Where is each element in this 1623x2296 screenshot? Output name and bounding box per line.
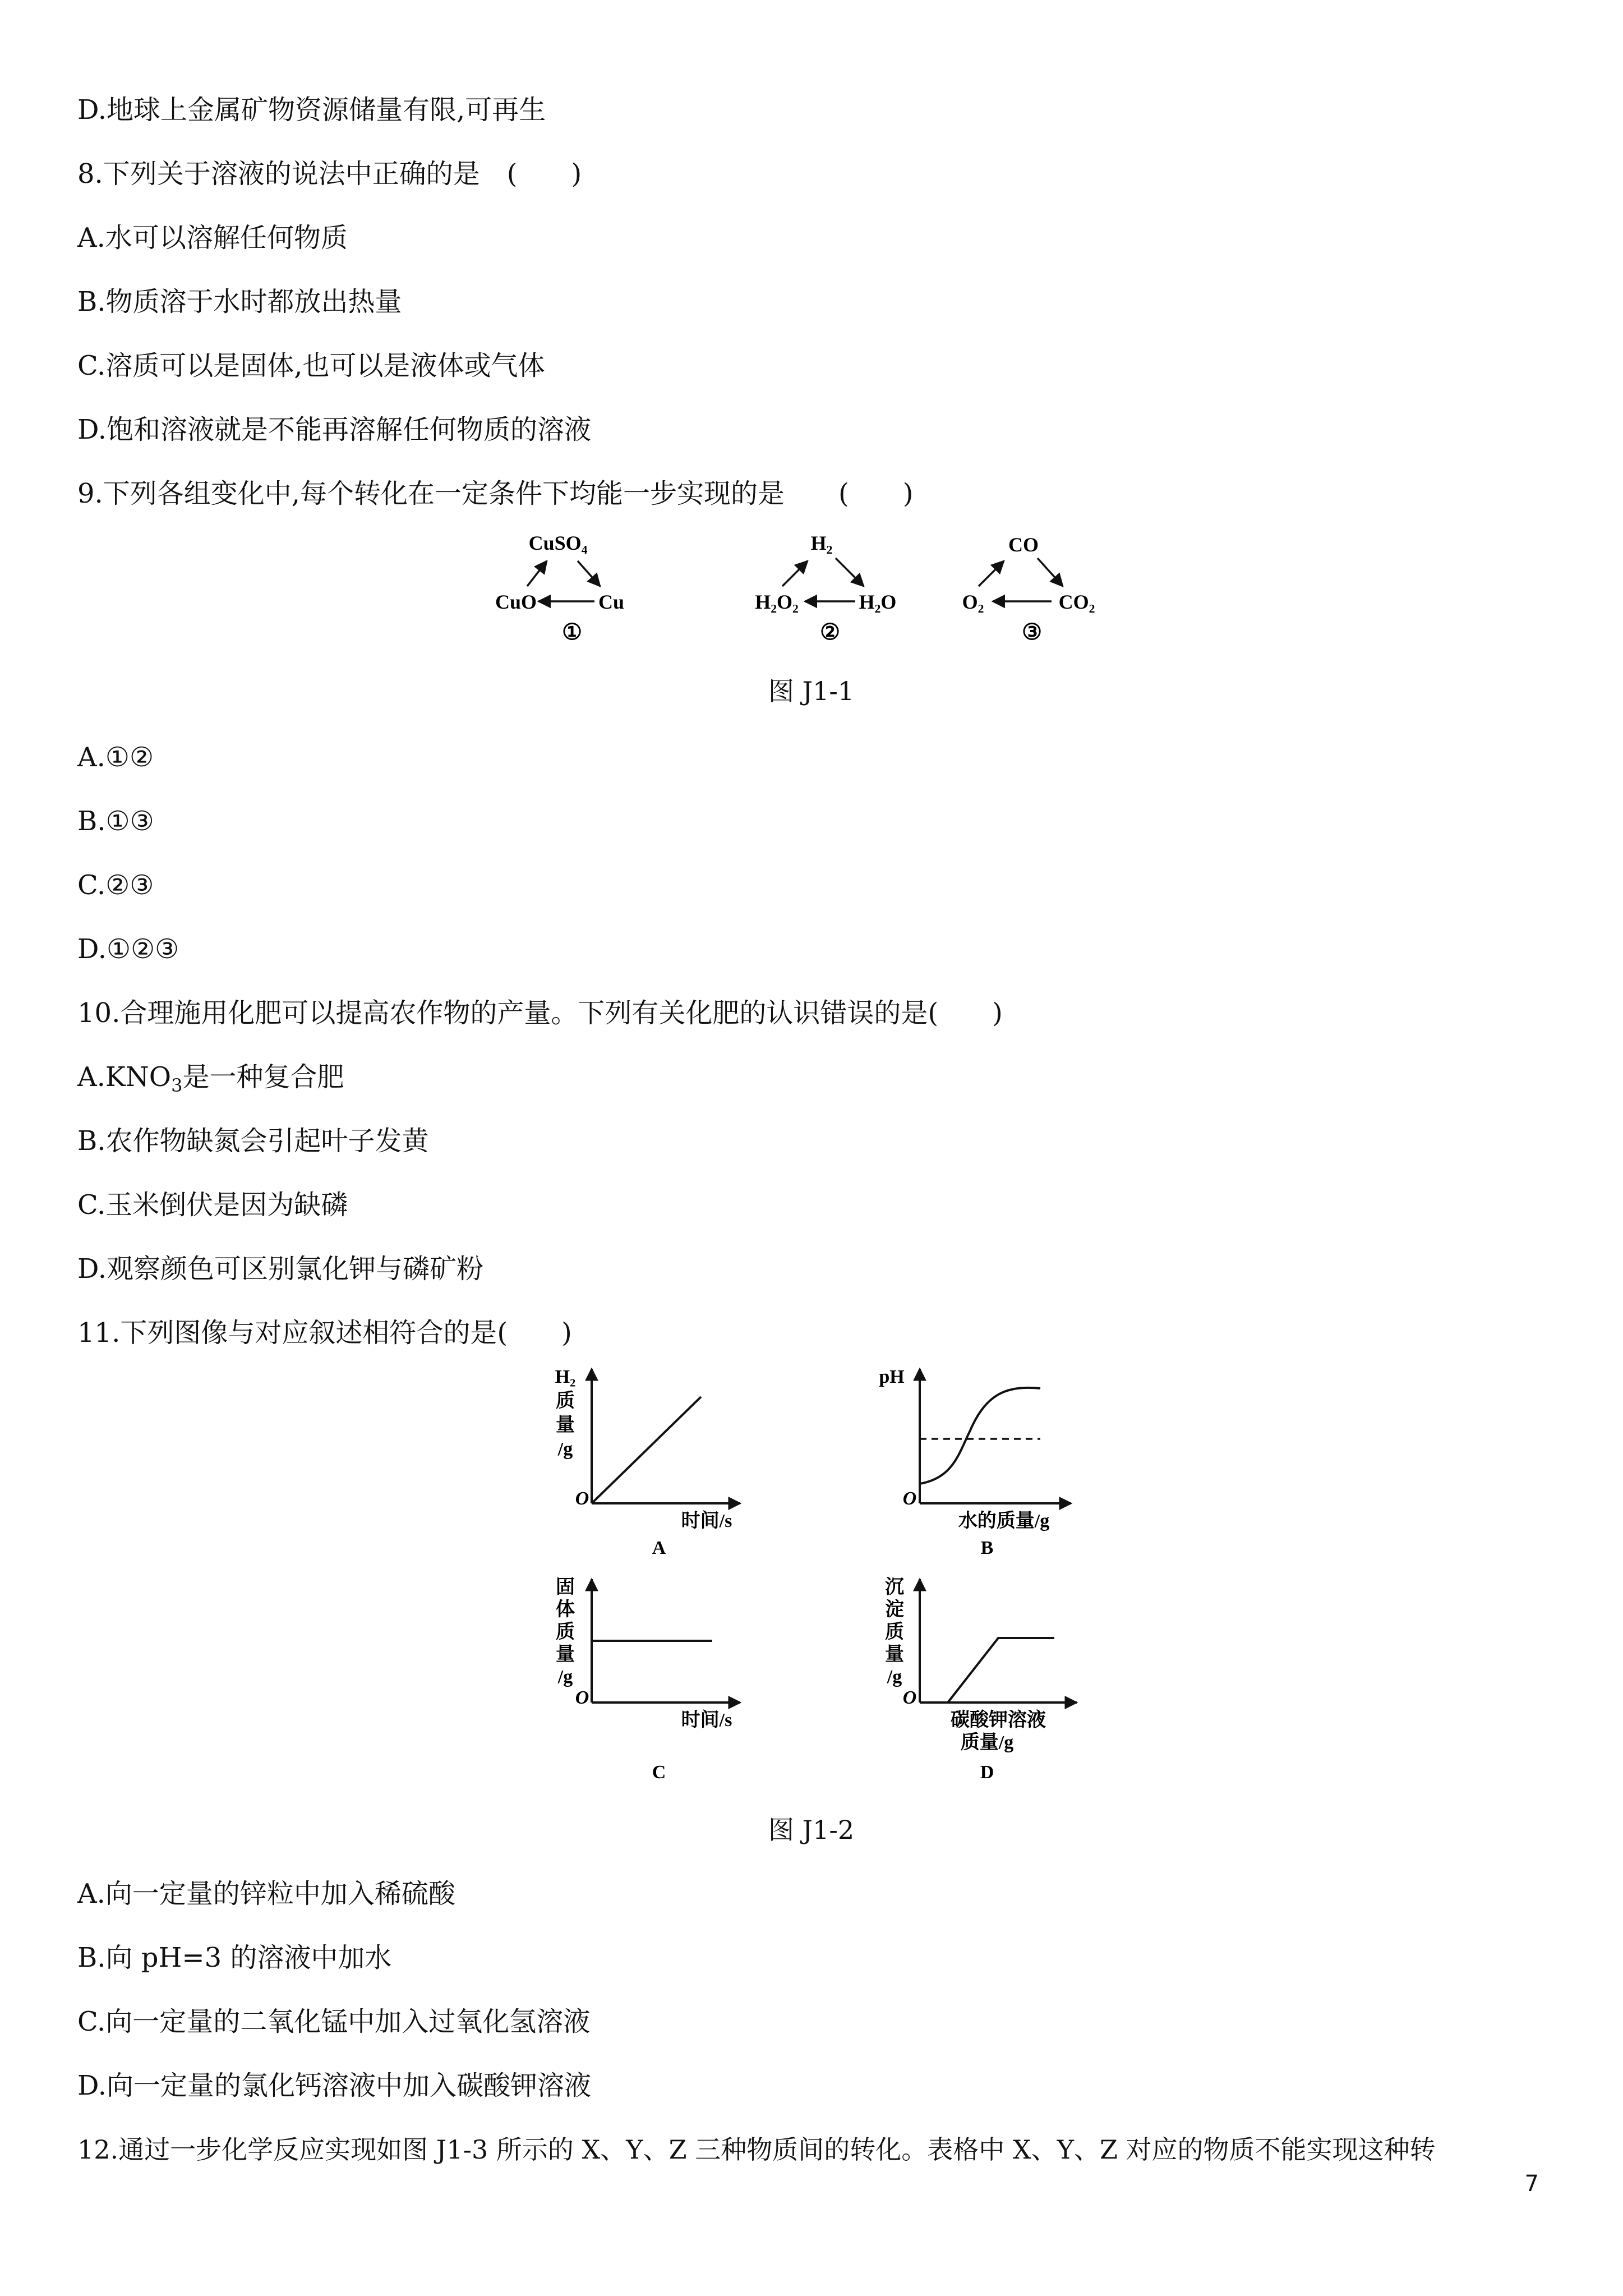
- q10-option-a-suffix: 是一种复合肥: [182, 1061, 344, 1093]
- graph-b-origin: O: [902, 1488, 917, 1509]
- cycle-2-left: H₂O₂: [755, 591, 799, 613]
- q8-option-a: A.水可以溶解任何物质: [77, 222, 348, 254]
- q11-stem: 11.下列图像与对应叙述相符合的是( ): [77, 1317, 572, 1349]
- q9-option-c: C.②③: [77, 869, 154, 901]
- q10-option-b: B.农作物缺氮会引起叶子发黄: [77, 1125, 429, 1157]
- graph-c-origin: O: [575, 1687, 589, 1708]
- q11-option-b: B.向 pH=3 的溶液中加水: [77, 1942, 392, 1973]
- q10-option-d: D.观察颜色可区别氯化钾与磷矿粉: [77, 1253, 484, 1285]
- q9-option-b: B.①③: [77, 806, 154, 837]
- graph-c-y-label-3: 质: [556, 1622, 575, 1642]
- graph-d-curve: [948, 1638, 1054, 1703]
- q12-stem: 12.通过一步化学反应实现如图 J1-3 所示的 X、Y、Z 三种物质间的转化。表格中 X、Y、Z 对应的物质不能实现这种转: [77, 2134, 1436, 2165]
- graph-a-y-label-2: 质: [556, 1391, 575, 1411]
- q10-option-a: [77, 1060, 344, 1102]
- cycle-3-left: O₂: [962, 591, 984, 613]
- graph-b-letter: B: [980, 1538, 994, 1558]
- graph-a-y-label-3: 量: [556, 1415, 575, 1435]
- graph-b-y-label: pH: [879, 1366, 905, 1387]
- graph-c-y-label-5: /g: [557, 1667, 573, 1687]
- cycle-3: [962, 533, 1095, 645]
- graph-c-y-label-1: 固: [556, 1577, 575, 1598]
- graph-b-curve: [920, 1388, 1040, 1484]
- cycle-2-right: H₂O: [859, 591, 897, 613]
- figure-j1-1: [495, 524, 1122, 659]
- cycle-3-number: ③: [1022, 619, 1042, 645]
- graph-a: [555, 1366, 740, 1558]
- q9-stem: 9.下列各组变化中,每个转化在一定条件下均能一步实现的是 ( ): [77, 478, 914, 509]
- graph-a-origin: O: [575, 1488, 589, 1509]
- cycle-1-top: CuSO₄: [528, 532, 588, 554]
- q8-option-b: B.物质溶于水时都放出热量: [77, 286, 402, 318]
- graph-a-x-label: 时间/s: [681, 1511, 732, 1531]
- graph-a-letter: A: [652, 1538, 666, 1558]
- graph-c: [556, 1576, 740, 1783]
- graph-d-letter: D: [980, 1762, 994, 1783]
- figure-j1-2-caption: 图 J1-2: [768, 1815, 855, 1845]
- q10-option-a-subscript: 3: [171, 1075, 183, 1096]
- page-number: 7: [1524, 2171, 1539, 2197]
- graph-c-x-label: 时间/s: [681, 1710, 732, 1731]
- graph-d-origin: O: [902, 1687, 917, 1708]
- cycle-3-right: CO₂: [1058, 591, 1095, 613]
- cycle-2: [755, 532, 896, 645]
- q10-option-c: C.玉米倒伏是因为缺磷: [77, 1189, 348, 1221]
- graph-d-x-label-2: 质量/g: [960, 1732, 1014, 1753]
- graph-d-y-label-5: /g: [887, 1667, 902, 1687]
- graph-d-x-label-1: 碳酸钾溶液: [951, 1710, 1046, 1731]
- q9-option-a: A.①②: [77, 742, 154, 773]
- q11-option-a: A.向一定量的锌粒中加入稀硫酸: [77, 1878, 455, 1910]
- q7-option-d: D.地球上金属矿物资源储量有限,可再生: [77, 94, 546, 126]
- graph-b: [879, 1366, 1071, 1558]
- graph-c-y-label-2: 体: [556, 1599, 575, 1620]
- figure-j1-1-caption: 图 J1-1: [768, 676, 855, 706]
- graph-d-y-label-4: 量: [885, 1644, 904, 1665]
- graph-c-letter: C: [652, 1762, 666, 1783]
- cycle-2-top: H₂: [810, 532, 833, 554]
- q8-option-d: D.饱和溶液就是不能再溶解任何物质的溶液: [77, 414, 592, 445]
- cycle-3-top: CO: [1008, 533, 1039, 556]
- graph-a-y-label-1: H₂: [555, 1366, 576, 1387]
- figure-j1-2: [538, 1358, 1127, 1795]
- cycle-1-number: ①: [562, 619, 582, 645]
- q11-option-c: C.向一定量的二氧化锰中加入过氧化氢溶液: [77, 2006, 591, 2037]
- graph-b-x-label: 水的质量/g: [958, 1511, 1050, 1531]
- graph-a-curve: [592, 1397, 701, 1503]
- q11-option-d: D.向一定量的氯化钙溶液中加入碳酸钾溶液: [77, 2070, 592, 2101]
- graph-d-y-label-1: 沉: [885, 1577, 904, 1598]
- cycle-1: [495, 532, 624, 645]
- graph-d-y-label-3: 质: [885, 1622, 904, 1642]
- cycle-2-number: ②: [820, 619, 840, 645]
- q8-option-c: C.溶质可以是固体,也可以是液体或气体: [77, 350, 545, 381]
- graph-d: [885, 1576, 1077, 1783]
- graph-a-y-label-4: /g: [557, 1439, 573, 1460]
- q10-stem: 10.合理施用化肥可以提高农作物的产量。下列有关化肥的认识错误的是( ): [77, 997, 1003, 1029]
- q9-option-d: D.①②③: [77, 933, 179, 965]
- q10-option-a-prefix: A.KNO: [77, 1061, 172, 1093]
- cycle-1-right: Cu: [598, 591, 625, 613]
- cycle-1-left: CuO: [495, 591, 537, 613]
- graph-d-y-label-2: 淀: [885, 1599, 904, 1620]
- graph-c-y-label-4: 量: [556, 1644, 575, 1665]
- q8-stem: 8.下列关于溶液的说法中正确的是 ( ): [77, 158, 582, 190]
